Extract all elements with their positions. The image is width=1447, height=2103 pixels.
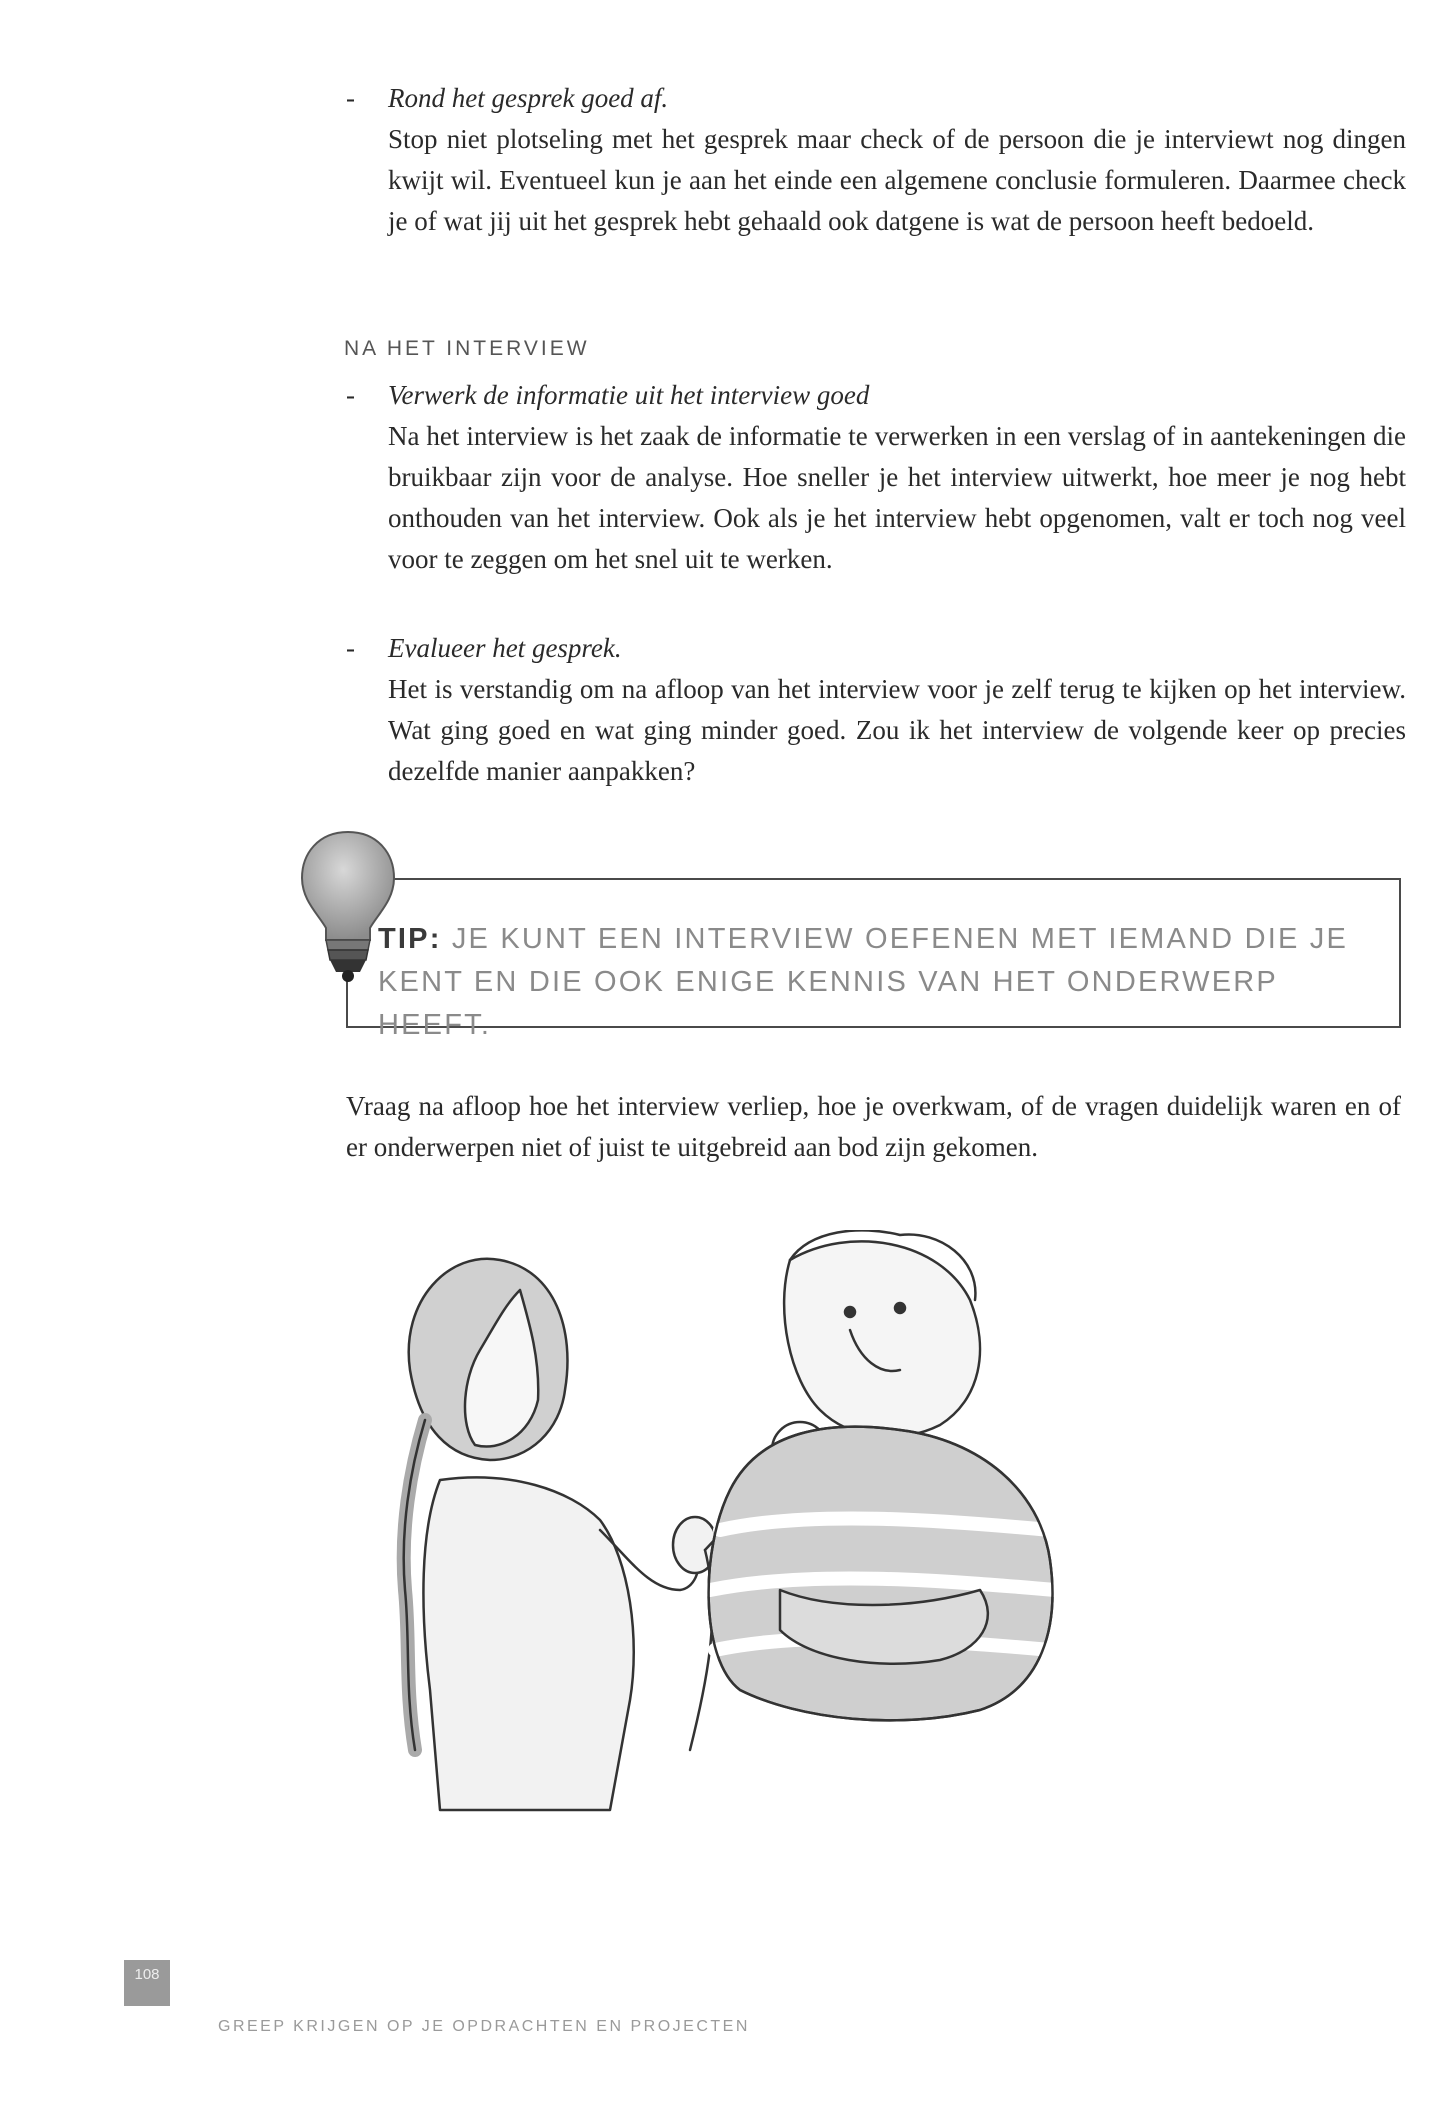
item-body: Na het interview is het zaak de informatie te verwerken in een verslag of in aantekeningen die bruikbaar zijn voor de analyse. Hoe sneller je het interview uitwerkt, hoe meer je nog hebt onthouden van het interview. Ook als je het interview hebt opgenomen, valt er toch nog veel voor te zeggen om het snel uit te werken. (388, 421, 1406, 574)
list-item (346, 628, 1406, 792)
item-body: Stop niet plotseling met het gesprek maar check of de persoon die je interviewt nog dingen kwijt wil. Eventueel kun je aan het einde een algemene conclusie formuleren. Daarmee check je of wat jij uit het gesprek hebt gehaald ook datgene is wat de persoon heeft bedoeld. (388, 124, 1406, 236)
tip-text (378, 918, 1388, 1047)
item-title: Evalueer het gesprek. (388, 633, 622, 663)
item-title: Rond het gesprek goed af. (388, 83, 669, 113)
list-dash: - (346, 633, 355, 663)
item-body: Het is verstandig om na afloop van het interview voor je zelf terug te kijken op het interview. Wat ging goed en wat ging minder goed. Zou ik het interview de volgende keer op precies dezelfde manier aanpakken? (388, 674, 1406, 786)
page-number: 108 (124, 1960, 170, 2006)
interview-illustration (380, 1230, 1080, 1840)
tip-box (346, 878, 1401, 1041)
tip-body: JE KUNT EEN INTERVIEW OEFENEN MET IEMAND DIE JE KENT EN DIE OOK ENIGE KENNIS VAN HET ONDERWERP HEEFT. (378, 923, 1349, 1041)
list-item (346, 78, 1406, 242)
item-title: Verwerk de informatie uit het interview goed (388, 380, 870, 410)
running-footer: GREEP KRIJGEN OP JE OPDRACHTEN EN PROJECTEN (218, 2018, 750, 2035)
lightbulb-icon (296, 828, 401, 988)
list-dash: - (346, 380, 355, 410)
section-heading: NA HET INTERVIEW (344, 337, 590, 360)
tip-label: TIP: (378, 923, 442, 955)
list-item (346, 375, 1406, 580)
body-paragraph: Vraag na afloop hoe het interview verliep, hoe je overkwam, of de vragen duidelijk waren en of er onderwerpen niet of juist te uitgebreid aan bod zijn gekomen. (346, 1091, 1401, 1162)
list-dash: - (346, 83, 355, 113)
